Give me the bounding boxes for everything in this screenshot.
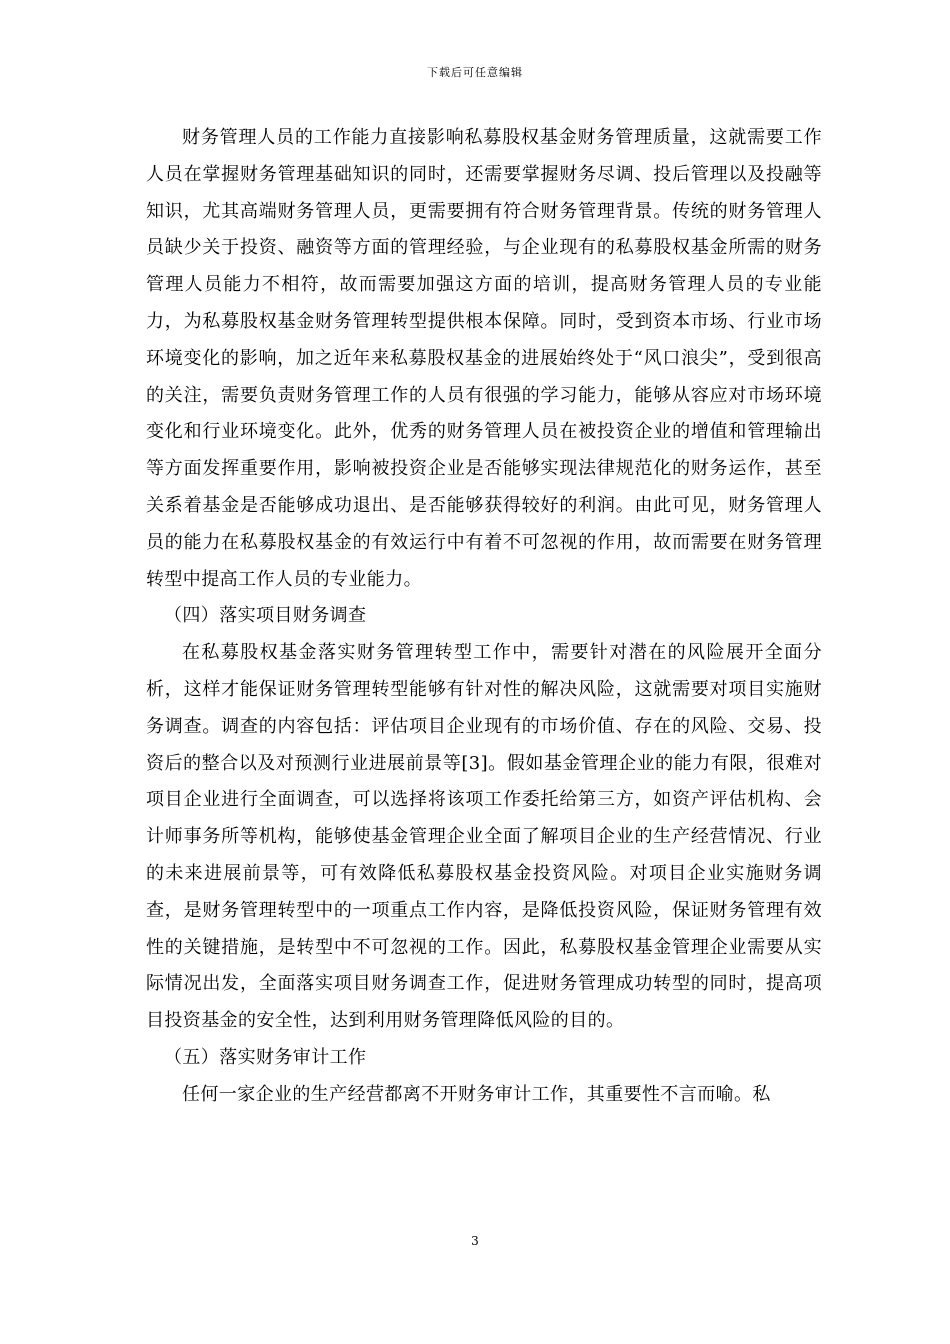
section-heading-5: （五）落实财务审计工作 <box>164 1046 367 1068</box>
paragraph-financial-investigation: 在私募股权基金落实财务管理转型工作中，需要针对潜在的风险展开全面分析，这样才能保证财务管理转型能够有针对性的解决风险，这就需要对项目实施财务调查。调查的内容包括：评估项目企业现有的市场价值、存在的风险、交易、投资后的整合以及对预测行业进展前景等[3]。假如基金管理企业的能力有限，很难对项目企业进行全面调查，可以选择将该项工作委托给第三方，如资产评估机构、会计师事务所等机构，能够使基金管理企业全面了解项目企业的生产经营情况、行业的未来进展前景等，可有效降低私募股权基金投资风险。对项目企业实施财务调查，是财务管理转型中的一项重点工作内容，是降低投资风险，保证财务管理有效性的关键措施，是转型中不可忽视的工作。因此，私募股权基金管理企业需要从实际情况出发，全面落实项目财务调查工作，促进财务管理成功转型的同时，提高项目投资基金的安全性，达到利用财务管理降低风险的目的。 <box>146 642 822 1032</box>
paragraph-financial-audit: 任何一家企业的生产经营都离不开财务审计工作，其重要性不言而喻。私 <box>182 1083 771 1105</box>
page-number: 3 <box>471 1234 479 1248</box>
page-header-note: 下载后可任意编辑 <box>427 66 523 79</box>
paragraph-staff-capability: 财务管理人员的工作能力直接影响私募股权基金财务管理质量，这就需要工作人员在掌握财务管理基础知识的同时，还需要掌握财务尽调、投后管理以及投融等知识，尤其高端财务管理人员，更需要拥有符合财务管理背景。传统的财务管理人员缺少关于投资、融资等方面的管理经验，与企业现有的私募股权基金所需的财务管理人员能力不相符，故而需要加强这方面的培训，提高财务管理人员的专业能力，为私募股权基金财务管理转型提供根本保障。同时，受到资本市场、行业市场环境变化的影响，加之近年来私募股权基金的进展始终处于“风口浪尖”，受到很高的关注，需要负责财务管理工作的人员有很强的学习能力，能够从容应对市场环境变化和行业环境变化。此外，优秀的财务管理人员在被投资企业的增值和管理输出等方面发挥重要作用，影响被投资企业是否能够实现法律规范化的财务运作，甚至关系着基金是否能够成功退出、是否能够获得较好的利润。由此可见，财务管理人员的能力在私募股权基金的有效运行中有着不可忽视的作用，故而需要在财务管理转型中提高工作人员的专业能力。 <box>146 127 822 590</box>
document-body <box>146 120 822 1114</box>
section-heading-4: （四）落实项目财务调查 <box>164 605 367 627</box>
